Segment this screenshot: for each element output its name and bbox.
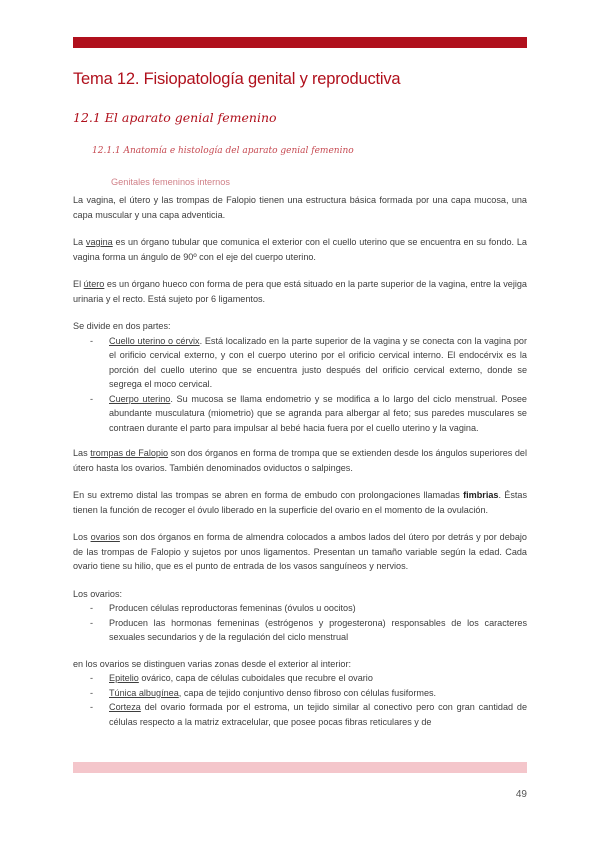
text: . Está localizado en la parte superior de la vagina y se conecta con la vagina por el orificio cervical externo, y con el cuerpo uterino por el orificio cervical interno. El endocérvix es la porción del cuello uterino que se encuentra justo después del orificio cervical externo, donde se segrega el moco cervical. — [109, 335, 527, 389]
list-item — [73, 671, 527, 686]
text: es un órgano tubular que comunica el exterior con el cuello uterino que se encuentra en su fondo. La vagina forma un ángulo de 90º con el eje del cuerpo uterino. — [73, 237, 527, 262]
ovary-zones-list — [73, 671, 527, 729]
page-content — [73, 70, 527, 729]
list-item — [73, 686, 527, 701]
uterus-parts-list — [73, 334, 527, 436]
list-item — [73, 392, 527, 436]
paragraph-los-ovarios: Los ovarios: — [73, 588, 123, 599]
text: . Su mucosa se llama endometrio y se modifica a lo largo del ciclo menstrual. Posee abundante musculatura (miometrio) que se agranda para albergar al feto; sus paredes musculares se contraen durante el parto para impulsar al bebé hacia fuera por el cuello uterino y la vagina. — [109, 393, 527, 433]
text: El — [73, 279, 84, 289]
paragraph-vagina — [73, 235, 527, 264]
text: . Éstas tienen la función de recoger el óvulo liberado en la superficie del ovario en el momento de la ovulación. — [73, 490, 527, 515]
term-tunica: Túnica albugínea — [109, 687, 179, 698]
list-item — [73, 601, 527, 616]
term-ovarios: ovarios — [90, 532, 120, 542]
paragraph-trompas — [73, 446, 527, 475]
text: , capa de tejido conjuntivo denso fibroso con células fusiformes. — [178, 687, 437, 698]
text: La — [73, 237, 86, 247]
chapter-title: Tema 12. Fisiopatología genital y reproductiva — [73, 70, 401, 88]
term-utero: útero — [83, 279, 105, 289]
text: son dos órganos en forma de almendra colocados a ambos lados del útero por detrás y por debajo de las trompas de Falopio y sujetos por unos ligamentos. Presentan un tamaño variable según la edad. Cada ovario tiene su hilio, que es el punto de entrada de los vasos sanguíneos y nervios. — [73, 532, 527, 571]
text: del ovario formada por el estroma, un tejido similar al conectivo pero con gran cantidad de células respecto a la matriz extracelular, que posee pocas fibras reticulares y de — [109, 702, 527, 727]
ovary-functions-list — [73, 601, 527, 645]
term-corteza: Corteza — [109, 702, 141, 712]
dash: - — [90, 335, 94, 346]
paragraph-divide: Se divide en dos partes: — [73, 321, 171, 331]
paragraph-structure: La vagina, el útero y las trompas de Falopio tienen una estructura básica formada por una capa mucosa, una capa muscular y una capa adventicia. — [73, 195, 527, 220]
dash: - — [90, 603, 94, 613]
text: En su extremo distal las trompas se abren en forma de embudo con prolongaciones llamadas — [73, 490, 464, 500]
paragraph-fimbrias — [73, 488, 527, 517]
text: Las — [73, 448, 91, 458]
text: Producen las hormonas femeninas (estrógenos y progesterona) responsables de los caracteres sexuales secundarios y de la regulación del ciclo menstrual — [109, 617, 527, 642]
page-number: 49 — [515, 789, 527, 800]
subheading: Genitales femeninos internos — [111, 177, 230, 187]
text: ovárico, capa de células cuboidales que recubre el ovario — [138, 673, 373, 683]
text: Los — [73, 532, 91, 542]
footer-bar — [73, 762, 527, 773]
paragraph-zonas: en los ovarios se distinguen varias zonas desde el exterior al interior: — [73, 658, 352, 669]
term-epitelio: Epitelio — [109, 673, 139, 683]
dash: - — [90, 702, 94, 712]
text: Producen células reproductoras femeninas (óvulos u oocitos) — [109, 603, 356, 613]
term-trompas: trompas de Falopio — [90, 448, 169, 458]
dash: - — [90, 617, 94, 628]
list-item — [73, 334, 527, 392]
section-title: 12.1 El aparato genial femenino — [73, 110, 277, 125]
text: son dos órganos en forma de trompa que se extienden desde los ángulos superiores del útero hasta los ovarios. También denominados oviductos o salpinges. — [73, 448, 528, 473]
term-cervix: Cuello uterino o cérvix — [109, 335, 200, 346]
list-item — [73, 616, 527, 645]
dash: - — [90, 673, 94, 683]
paragraph-ovarios — [73, 530, 527, 574]
dash: - — [90, 687, 94, 698]
term-cuerpo: Cuerpo uterino — [109, 393, 171, 404]
term-fimbrias: fimbrias — [463, 490, 499, 500]
text: es un órgano hueco con forma de pera que está situado en la parte superior de la vagina, entre la vejiga urinaria y el recto. Está sujeto por 6 ligamentos. — [73, 279, 527, 304]
paragraph-utero — [73, 277, 527, 306]
dash: - — [90, 393, 94, 404]
list-item — [73, 700, 527, 729]
subsection-title: 12.1.1 Anatomía e histología del aparato genial femenino — [92, 146, 354, 156]
header-bar — [73, 37, 527, 48]
term-vagina: vagina — [85, 237, 113, 247]
